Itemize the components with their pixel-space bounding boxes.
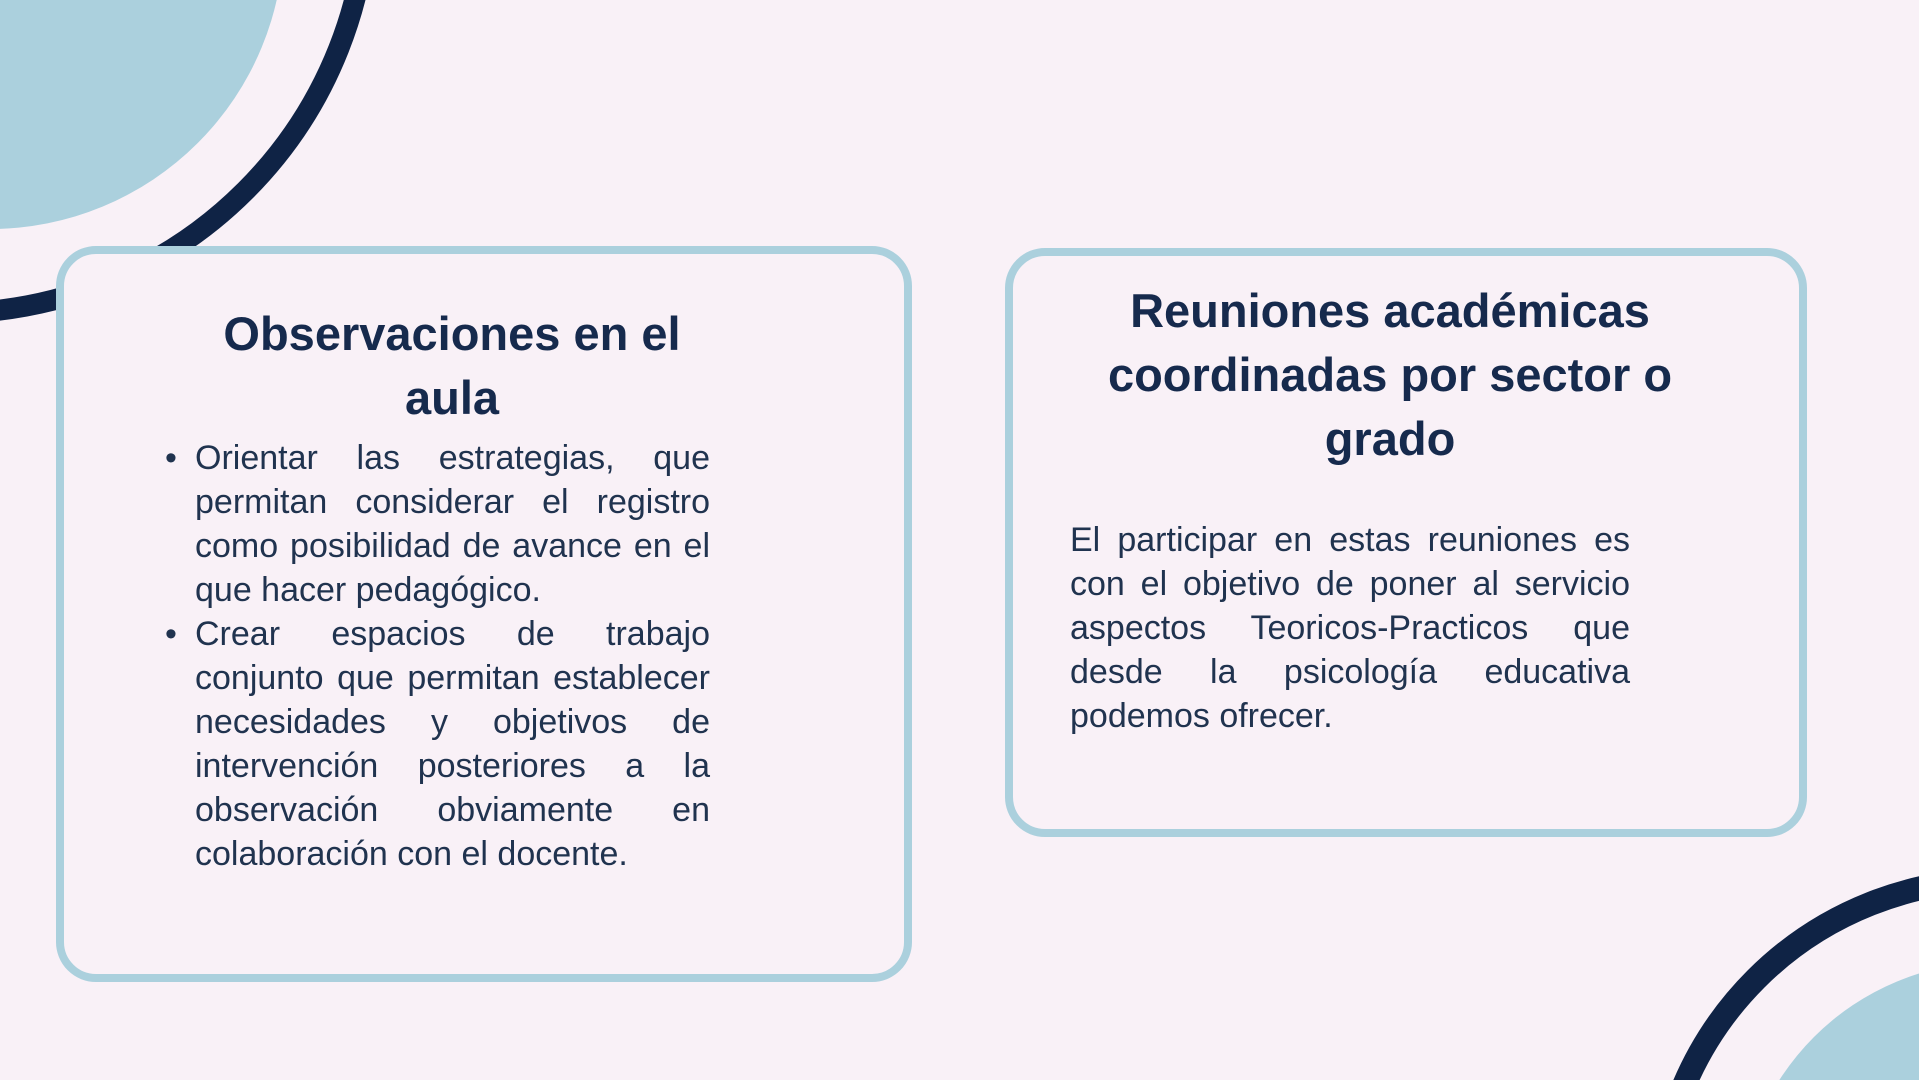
reuniones-body-text: El participar en estas reuniones es con el objetivo de poner al servicio aspectos Teoricos-Practicos que desde la psicología educativa podemos ofrecer. <box>1070 521 1630 735</box>
list-item <box>163 612 710 876</box>
observaciones-bullet-list <box>163 436 710 876</box>
card-reuniones-academicas <box>1005 248 1807 837</box>
list-item <box>163 436 710 612</box>
bullet-text-orientar: Orientar las estrategias, que permitan considerar el registro como posibilidad de avance en el que hacer pedagógico. <box>195 439 710 609</box>
card-observaciones-title: Observaciones en el aula <box>223 307 681 424</box>
card-observaciones-aula <box>56 246 912 982</box>
card-reuniones-title: Reuniones académicas coordinadas por sector o grado <box>1107 284 1673 465</box>
bullet-dot-icon: • <box>165 439 177 477</box>
bullet-text-crear: Crear espacios de trabajo conjunto que permitan establecer necesidades y objetivos de intervención posteriores a la observación obviamente en colaboración con el docente. <box>195 615 710 873</box>
bullet-dot-icon: • <box>165 615 177 653</box>
